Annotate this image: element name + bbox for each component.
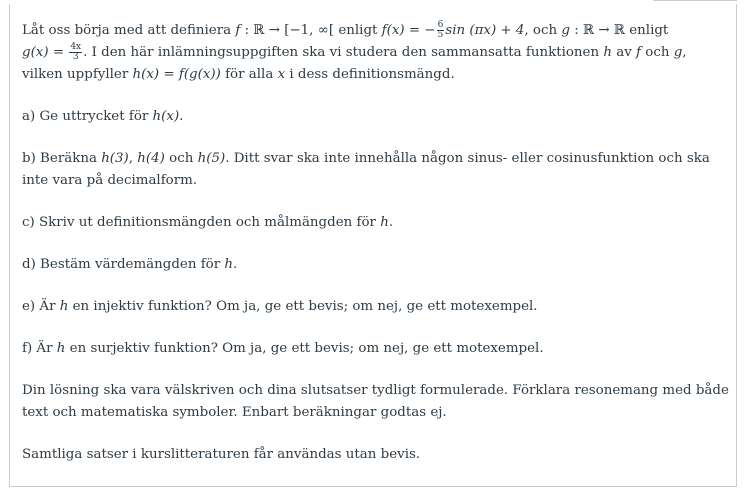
math-f: f: [636, 45, 642, 60]
math-f: f: [235, 23, 241, 38]
math-h: h: [380, 215, 389, 230]
task-d: [22, 254, 734, 276]
task-text: b) Beräkna: [22, 151, 102, 166]
intro-text: Låt oss börja med att definiera: [22, 23, 236, 38]
math-x: x: [277, 67, 286, 82]
task-f: [22, 338, 734, 360]
math-g-def: g(x) =: [22, 45, 69, 60]
fraction-denominator: 3: [72, 52, 79, 62]
task-text: en surjektiv funktion? Om ja, ge ett bevis; om nej, ge ett motexempel.: [65, 341, 544, 356]
math-g: g: [561, 23, 570, 38]
task-text: .: [388, 215, 394, 230]
math-h-4: h(4): [137, 151, 165, 166]
intro-text: vilken uppfyller: [22, 67, 133, 82]
math-h: h: [59, 299, 69, 314]
intro-line-2: [22, 42, 734, 64]
fraction-numerator: 4x: [70, 42, 82, 52]
task-text: och: [164, 151, 198, 166]
intro-text: enligt: [334, 23, 382, 38]
task-text: ,: [128, 151, 138, 166]
math-h-3: h(3): [101, 151, 129, 166]
intro-text: och: [641, 45, 674, 60]
task-text: f) Är: [22, 341, 57, 356]
fraction-six-fifths: [437, 21, 445, 40]
task-b-line-2: inte vara på decimalform.: [22, 173, 198, 188]
intro-text: enligt: [624, 23, 669, 38]
math-g-map: : ℝ → ℝ: [569, 23, 625, 38]
math-f-def-rhs: sin (πx) + 4: [445, 23, 525, 38]
math-h: h: [603, 45, 612, 60]
intro-line-1: [22, 20, 734, 42]
math-f-def: f(x) = −: [381, 23, 436, 38]
task-text: a) Ge uttrycket för: [22, 109, 153, 124]
instructions-line-2: text och matematiska symboler. Enbart beräkningar godtas ej.: [22, 405, 447, 420]
math-f-map: : ℝ → [−1, ∞[: [240, 23, 335, 38]
task-text: .: [179, 109, 184, 124]
math-h: h: [224, 257, 234, 272]
math-h-5: h(5): [197, 151, 226, 166]
task-a: [22, 106, 734, 128]
math-h-x: h(x): [152, 109, 180, 124]
task-text: . Ditt svar ska inte innehålla någon sinus- eller cosinusfunktion och ska: [225, 151, 710, 166]
instructions-line-1: Din lösning ska vara välskriven och dina slutsatser tydligt formulerade. Förklara resonemang med både: [22, 383, 729, 398]
task-text: e) Är: [22, 299, 60, 314]
intro-text: för alla: [220, 67, 278, 82]
fraction-denominator: 5: [437, 30, 444, 40]
intro-text: . I den här inlämningsuppgiften ska vi studera den sammansatta funktionen: [83, 45, 604, 60]
task-text: .: [233, 257, 238, 272]
task-text: d) Bestäm värdemängden för: [22, 257, 225, 272]
frame-top-edge: [653, 0, 737, 5]
intro-line-3: [22, 64, 734, 86]
fraction-numerator: 6: [437, 20, 444, 30]
task-e: [22, 296, 734, 318]
intro-text: , och: [524, 23, 562, 38]
math-h: h: [56, 341, 66, 356]
intro-text: ,: [682, 45, 687, 60]
theorems-note: Samtliga satser i kurslitteraturen får användas utan bevis.: [22, 447, 421, 462]
task-text: en injektiv funktion? Om ja, ge ett bevis; om nej, ge ett motexempel.: [68, 299, 538, 314]
math-h-def: h(x) = f(g(x)): [132, 67, 221, 82]
assignment-text: [22, 20, 734, 466]
intro-text: av: [611, 45, 637, 60]
task-b-line-1: [22, 148, 734, 170]
intro-text: i dess definitionsmängd.: [285, 67, 455, 82]
fraction-four-x-thirds: [69, 43, 82, 62]
math-g: g: [673, 45, 683, 60]
task-text: c) Skriv ut definitionsmängden och målmängden för: [22, 215, 381, 230]
task-c: [22, 212, 734, 234]
